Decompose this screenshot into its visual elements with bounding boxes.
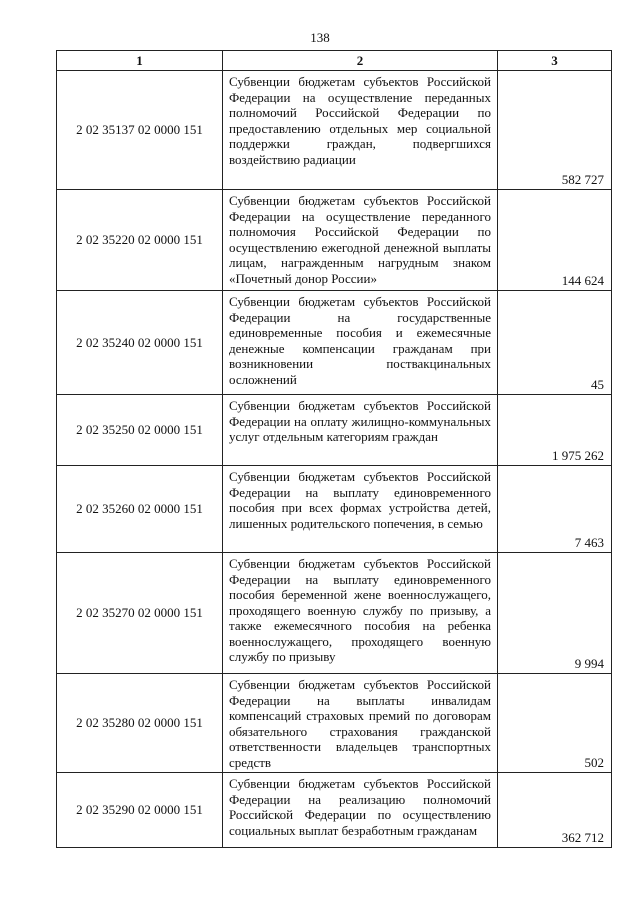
row-code: 2 02 35290 02 0000 151 bbox=[57, 773, 223, 848]
row-code: 2 02 35220 02 0000 151 bbox=[57, 190, 223, 291]
budget-table bbox=[56, 50, 612, 848]
row-description: Субвенции бюджетам субъектов Российской Федерации на осуществление переданного полномочия Российской Федерации по осуществлению ежегодной денежной выплаты лицам, награжденным нагрудным знаком «Почетный донор России» bbox=[223, 190, 498, 291]
table-row bbox=[57, 674, 612, 773]
row-amount: 1 975 262 bbox=[498, 395, 612, 466]
row-amount: 45 bbox=[498, 291, 612, 395]
row-code: 2 02 35280 02 0000 151 bbox=[57, 674, 223, 773]
row-amount: 582 727 bbox=[498, 71, 612, 190]
row-amount: 7 463 bbox=[498, 466, 612, 553]
row-description: Субвенции бюджетам субъектов Российской Федерации на оплату жилищно-коммунальных услуг отдельным категориям граждан bbox=[223, 395, 498, 466]
row-code: 2 02 35250 02 0000 151 bbox=[57, 395, 223, 466]
row-code: 2 02 35270 02 0000 151 bbox=[57, 553, 223, 674]
table-row bbox=[57, 773, 612, 848]
table-row bbox=[57, 190, 612, 291]
row-description: Субвенции бюджетам субъектов Российской Федерации на реализацию полномочий Российской Федерации по осуществлению социальных выплат безработным гражданам bbox=[223, 773, 498, 848]
column-header-3: 3 bbox=[498, 51, 612, 71]
row-description: Субвенции бюджетам субъектов Российской Федерации на государственные единовременные пособия и ежемесячные денежные компенсации гражданам при возникновении поствакцинальных осложнений bbox=[223, 291, 498, 395]
row-description: Субвенции бюджетам субъектов Российской Федерации на выплату единовременного пособия беременной жене военнослужащего, проходящего военную службу по призыву, а также ежемесячного пособия на ребенка военнослужащего, проходящего военную службу по призыву bbox=[223, 553, 498, 674]
table-row bbox=[57, 71, 612, 190]
column-header-1: 1 bbox=[57, 51, 223, 71]
table-header-row bbox=[57, 51, 612, 71]
page-number: 138 bbox=[310, 30, 330, 45]
row-description: Субвенции бюджетам субъектов Российской Федерации на выплаты инвалидам компенсаций страховых премий по договорам обязательного страхования гражданской ответственности владельцев транспортных средств bbox=[223, 674, 498, 773]
row-amount: 144 624 bbox=[498, 190, 612, 291]
row-description: Субвенции бюджетам субъектов Российской Федерации на выплату единовременного пособия при всех формах устройства детей, лишенных родительского попечения, в семью bbox=[223, 466, 498, 553]
column-header-2: 2 bbox=[223, 51, 498, 71]
row-amount: 362 712 bbox=[498, 773, 612, 848]
row-description: Субвенции бюджетам субъектов Российской Федерации на осуществление переданных полномочий Российской Федерации по предоставлению отдельных мер социальной поддержки граждан, подвергшихся воздействию радиации bbox=[223, 71, 498, 190]
row-code: 2 02 35137 02 0000 151 bbox=[57, 71, 223, 190]
table-row bbox=[57, 395, 612, 466]
row-code: 2 02 35260 02 0000 151 bbox=[57, 466, 223, 553]
row-amount: 502 bbox=[498, 674, 612, 773]
table-row bbox=[57, 553, 612, 674]
row-amount: 9 994 bbox=[498, 553, 612, 674]
table-row bbox=[57, 291, 612, 395]
row-code: 2 02 35240 02 0000 151 bbox=[57, 291, 223, 395]
table-row bbox=[57, 466, 612, 553]
